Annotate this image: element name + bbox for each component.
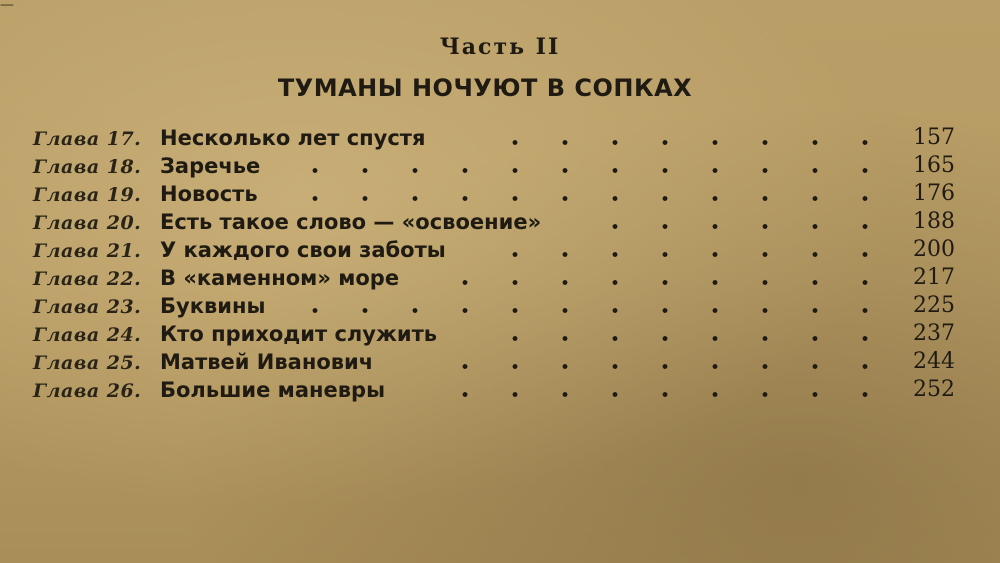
chapter-label: Глава 25. (33, 352, 142, 374)
chapter-label: Глава 22. (33, 268, 142, 290)
dot-leader (500, 336, 890, 341)
dot-leader (300, 196, 890, 201)
page-number: 176 (913, 181, 955, 206)
dot-leader (450, 280, 890, 285)
part-heading: Часть II (439, 34, 561, 60)
chapter-title: Матвей Иванович (160, 350, 374, 374)
dot-leader (500, 140, 890, 145)
chapter-title: Кто приходит служить (160, 322, 438, 346)
chapter-label: Глава 24. (33, 324, 142, 346)
dot-leader (300, 168, 890, 173)
part-title: ТУМАНЫ НОЧУЮТ В СОПКАХ (277, 74, 693, 102)
toc-row (0, 322, 1000, 350)
chapter-label: Глава 26. (33, 380, 142, 402)
chapter-title: Несколько лет спустя (160, 126, 426, 150)
chapter-label: Глава 19. (33, 184, 142, 206)
toc-row (0, 210, 1000, 238)
previous-page-remnant: — (0, 0, 15, 10)
page-number: 252 (913, 377, 955, 402)
dot-leader (450, 364, 890, 369)
toc-row (0, 350, 1000, 378)
toc-row (0, 294, 1000, 322)
page-number: 225 (913, 293, 955, 318)
chapter-label: Глава 23. (33, 296, 142, 318)
page-number: 200 (913, 237, 955, 262)
chapter-title: Есть такое слово — «освоение» (160, 210, 542, 234)
chapter-title: У каждого свои заботы (160, 238, 446, 262)
toc-row (0, 238, 1000, 266)
chapter-title: Новость (160, 182, 258, 206)
chapter-title: Заречье (160, 154, 261, 178)
chapter-label: Глава 20. (33, 212, 142, 234)
dot-leader (600, 224, 890, 229)
toc-row (0, 378, 1000, 406)
chapter-label: Глава 18. (33, 156, 142, 178)
dot-leader (450, 392, 890, 397)
toc-row (0, 154, 1000, 182)
dot-leader (300, 308, 890, 313)
dot-leader (500, 252, 890, 257)
toc-row (0, 126, 1000, 154)
toc-row (0, 182, 1000, 210)
page-number: 237 (913, 321, 955, 346)
page-number: 217 (913, 265, 955, 290)
toc-row (0, 266, 1000, 294)
chapter-title: В «каменном» море (160, 266, 400, 290)
chapter-title: Большие маневры (160, 378, 386, 402)
chapter-label: Глава 17. (33, 128, 142, 150)
chapter-title: Буквины (160, 294, 266, 318)
page-number: 244 (913, 349, 955, 374)
chapter-label: Глава 21. (33, 240, 142, 262)
page-number: 188 (913, 209, 955, 234)
page-number: 157 (913, 125, 955, 150)
page-number: 165 (913, 153, 955, 178)
